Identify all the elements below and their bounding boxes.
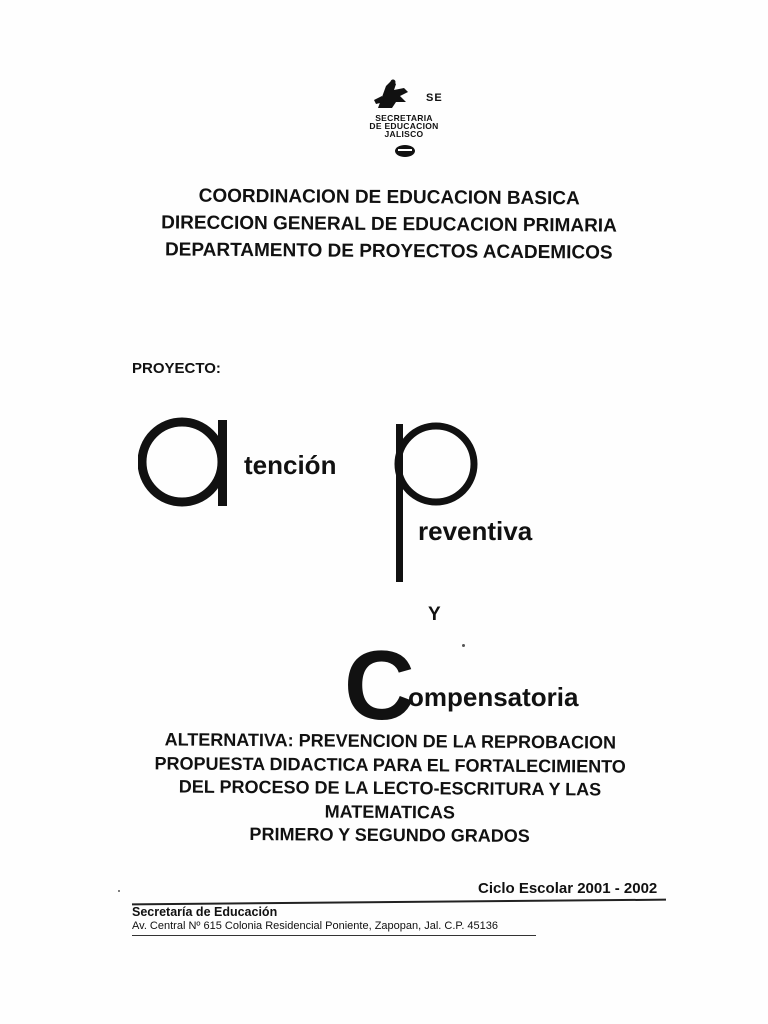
big-initial-a	[138, 414, 234, 510]
alternative-line: DEL PROCESO DE LA LECTO-ESCRITURA Y LAS	[178, 776, 602, 800]
logo-abbreviation: SE	[426, 92, 443, 104]
project-word-atencion: tención	[244, 450, 337, 480]
alternative-line: PRIMERO Y SEGUNDO GRADOS	[249, 824, 530, 846]
header-line: COORDINACION DE EDUCACION BASICA	[198, 185, 580, 210]
project-word-compensatoria: ompensatoria	[408, 682, 579, 712]
scan-speck	[118, 890, 120, 892]
seal-icon	[394, 144, 416, 158]
footer-organization: Secretaría de Educación	[132, 905, 278, 919]
alternative-block	[30, 727, 751, 850]
logo-caption	[356, 114, 452, 138]
logo-caption-line: SECRETARIA	[375, 113, 433, 123]
big-initial-p	[394, 420, 480, 584]
school-cycle: Ciclo Escolar 2001 - 2002	[478, 880, 658, 897]
alternative-line: ALTERNATIVA: PREVENCION DE LA REPROBACION	[164, 729, 617, 753]
eagle-emblem-icon	[348, 78, 428, 114]
logo-caption-line: JALISCO	[384, 129, 424, 139]
big-initial-c: C	[344, 630, 415, 740]
header-block	[0, 181, 768, 267]
alternative-line: MATEMATICAS	[324, 801, 456, 822]
footer-address: Av. Central Nº 615 Colonia Residencial Poniente, Zapopan, Jal. C.P. 45136	[132, 920, 499, 932]
alternative-line: PROPUESTA DIDACTICA PARA EL FORTALECIMIENTO	[154, 752, 626, 777]
project-word-preventiva: reventiva	[418, 516, 533, 546]
divider-line	[132, 935, 536, 936]
project-label: PROYECTO:	[132, 360, 221, 377]
logo-caption-line: DE EDUCACION	[369, 121, 439, 131]
ministry-logo	[348, 78, 458, 160]
divider-line	[132, 899, 666, 905]
project-conjunction: Y	[428, 604, 441, 625]
scan-speck	[462, 644, 465, 647]
header-line: DIRECCION GENERAL DE EDUCACION PRIMARIA	[161, 212, 617, 237]
header-line: DEPARTAMENTO DE PROYECTOS ACADEMICOS	[164, 239, 613, 264]
